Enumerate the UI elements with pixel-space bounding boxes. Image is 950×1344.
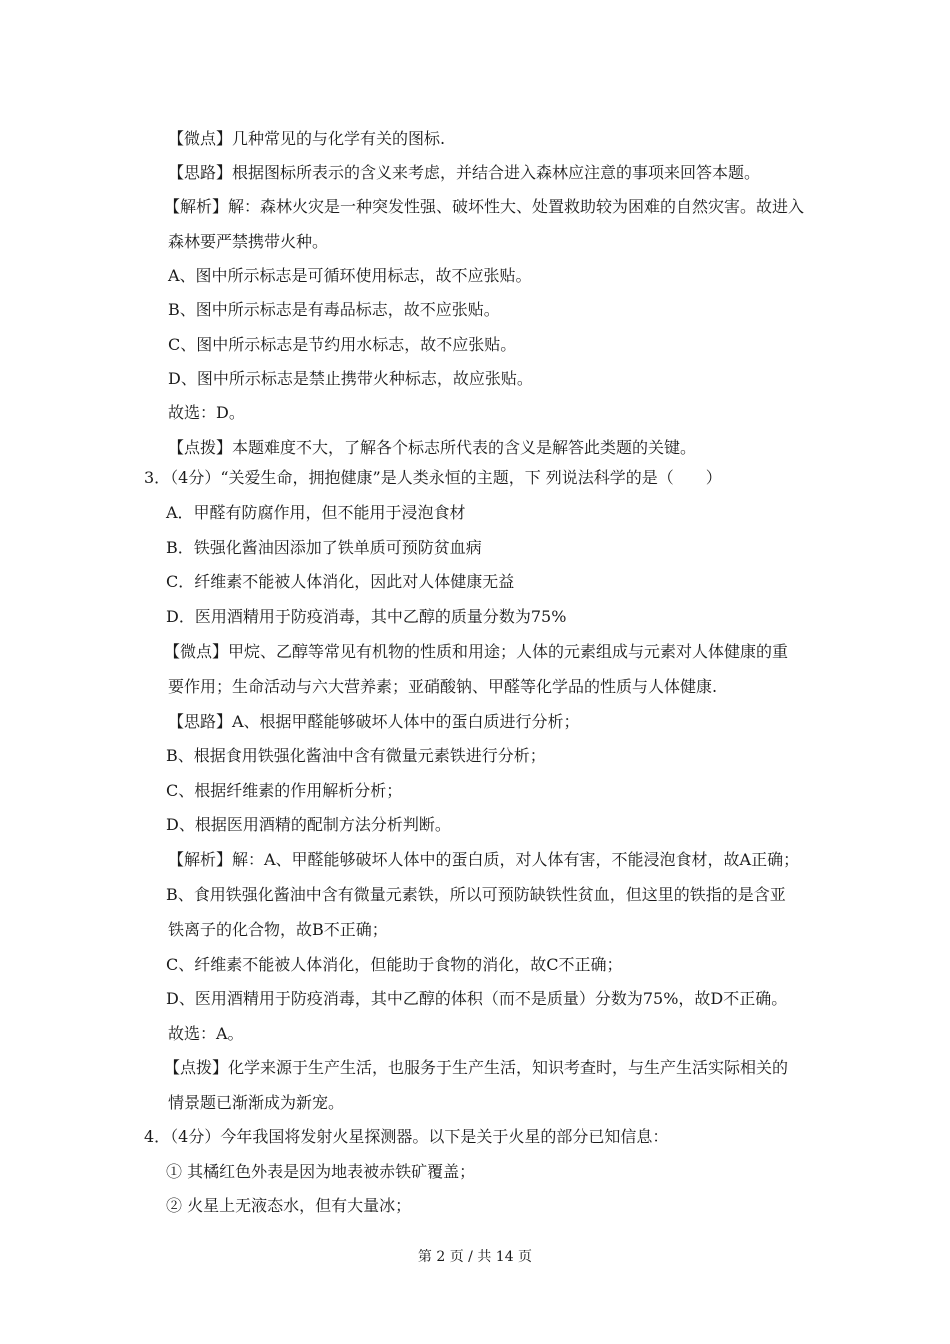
q3-tip-cont: 情景题已渐渐成为新宠。 (168, 1093, 345, 1112)
analysis-item-d: D、图中所示标志是禁止携带火种标志，故应张贴。 (168, 369, 533, 388)
question-4-stem: 4．（4分）今年我国将发射火星探测器。以下是关于火星的部分已知信息： (144, 1127, 669, 1146)
micro-point-text: 【微点】几种常见的与化学有关的图标. (168, 129, 446, 148)
page-number: 第 2 页 / 共 14 页 (417, 1249, 533, 1265)
q3-answer: 故选：A。 (168, 1024, 244, 1043)
question-3-stem: 3．（4分）“关爱生命，拥抱健康”是人类永恒的主题，下 列说法科学的是（ ） (144, 468, 722, 487)
q3-analysis-b: B、食用铁强化酱油中含有微量元素铁，所以可预防缺铁性贫血，但这里的铁指的是含亚 (166, 885, 786, 904)
analysis-item-b: B、图中所示标志是有毒品标志，故不应张贴。 (168, 300, 500, 319)
q3-thinking: 【思路】A、根据甲醛能够破坏人体中的蛋白质进行分析； (168, 712, 580, 731)
q3-analysis: 【解析】解：A、甲醛能够破坏人体中的蛋白质，对人体有害，不能浸泡食材，故A正确； (168, 850, 800, 869)
q3-tip: 【点拨】化学来源于生产生活，也服务于生产生活，知识考查时，与生产生活实际相关的 (164, 1058, 789, 1077)
q3-thinking-c: C、根据纤维素的作用解析分析； (166, 781, 403, 800)
q3-thinking-d: D、根据医用酒精的配制方法分析判断。 (166, 815, 451, 834)
q3-analysis-b-cont: 铁离子的化合物，故B不正确； (168, 920, 388, 939)
q3-micro-point: 【微点】甲烷、乙醇等常见有机物的性质和用途；人体的元素组成与元素对人体健康的重 (164, 642, 789, 661)
tip-text: 【点拨】本题难度不大，了解各个标志所代表的含义是解答此类题的关键。 (168, 438, 697, 457)
q3-analysis-c: C、纤维素不能被人体消化，但能助于食物的消化，故C不正确； (166, 955, 623, 974)
question-4-info-2: ② 火星上无液态水，但有大量冰； (166, 1196, 412, 1215)
analysis-item-c: C、图中所示标志是节约用水标志，故不应张贴。 (168, 335, 517, 354)
question-4-info-1: ① 其橘红色外表是因为地表被赤铁矿覆盖； (166, 1162, 476, 1181)
question-3-option-d: D．医用酒精用于防疫消毒，其中乙醇的质量分数为75% (166, 607, 567, 626)
answer-text: 故选：D。 (168, 403, 245, 422)
question-3-option-a: A．甲醛有防腐作用，但不能用于浸泡食材 (166, 503, 466, 522)
analysis-text-cont: 森林要严禁携带火种。 (168, 232, 329, 251)
question-3-option-b: B．铁强化酱油因添加了铁单质可预防贫血病 (166, 538, 482, 557)
analysis-text: 【解析】解：森林火灾是一种突发性强、破坏性大、处置救助较为困难的自然灾害。故进入 (164, 197, 805, 216)
question-3-option-c: C．纤维素不能被人体消化，因此对人体健康无益 (166, 572, 515, 591)
thinking-text: 【思路】根据图标所表示的含义来考虑，并结合进入森林应注意的事项来回答本题。 (168, 163, 761, 182)
analysis-item-a: A、图中所示标志是可循环使用标志，故不应张贴。 (168, 266, 532, 285)
q3-analysis-d: D、医用酒精用于防疫消毒，其中乙醇的体积（而不是质量）分数为75%，故D不正确。 (166, 989, 788, 1008)
q3-micro-point-cont: 要作用；生命活动与六大营养素；亚硝酸钠、甲醛等化学品的性质与人体健康. (168, 677, 718, 696)
q3-thinking-b: B、根据食用铁强化酱油中含有微量元素铁进行分析； (166, 746, 546, 765)
